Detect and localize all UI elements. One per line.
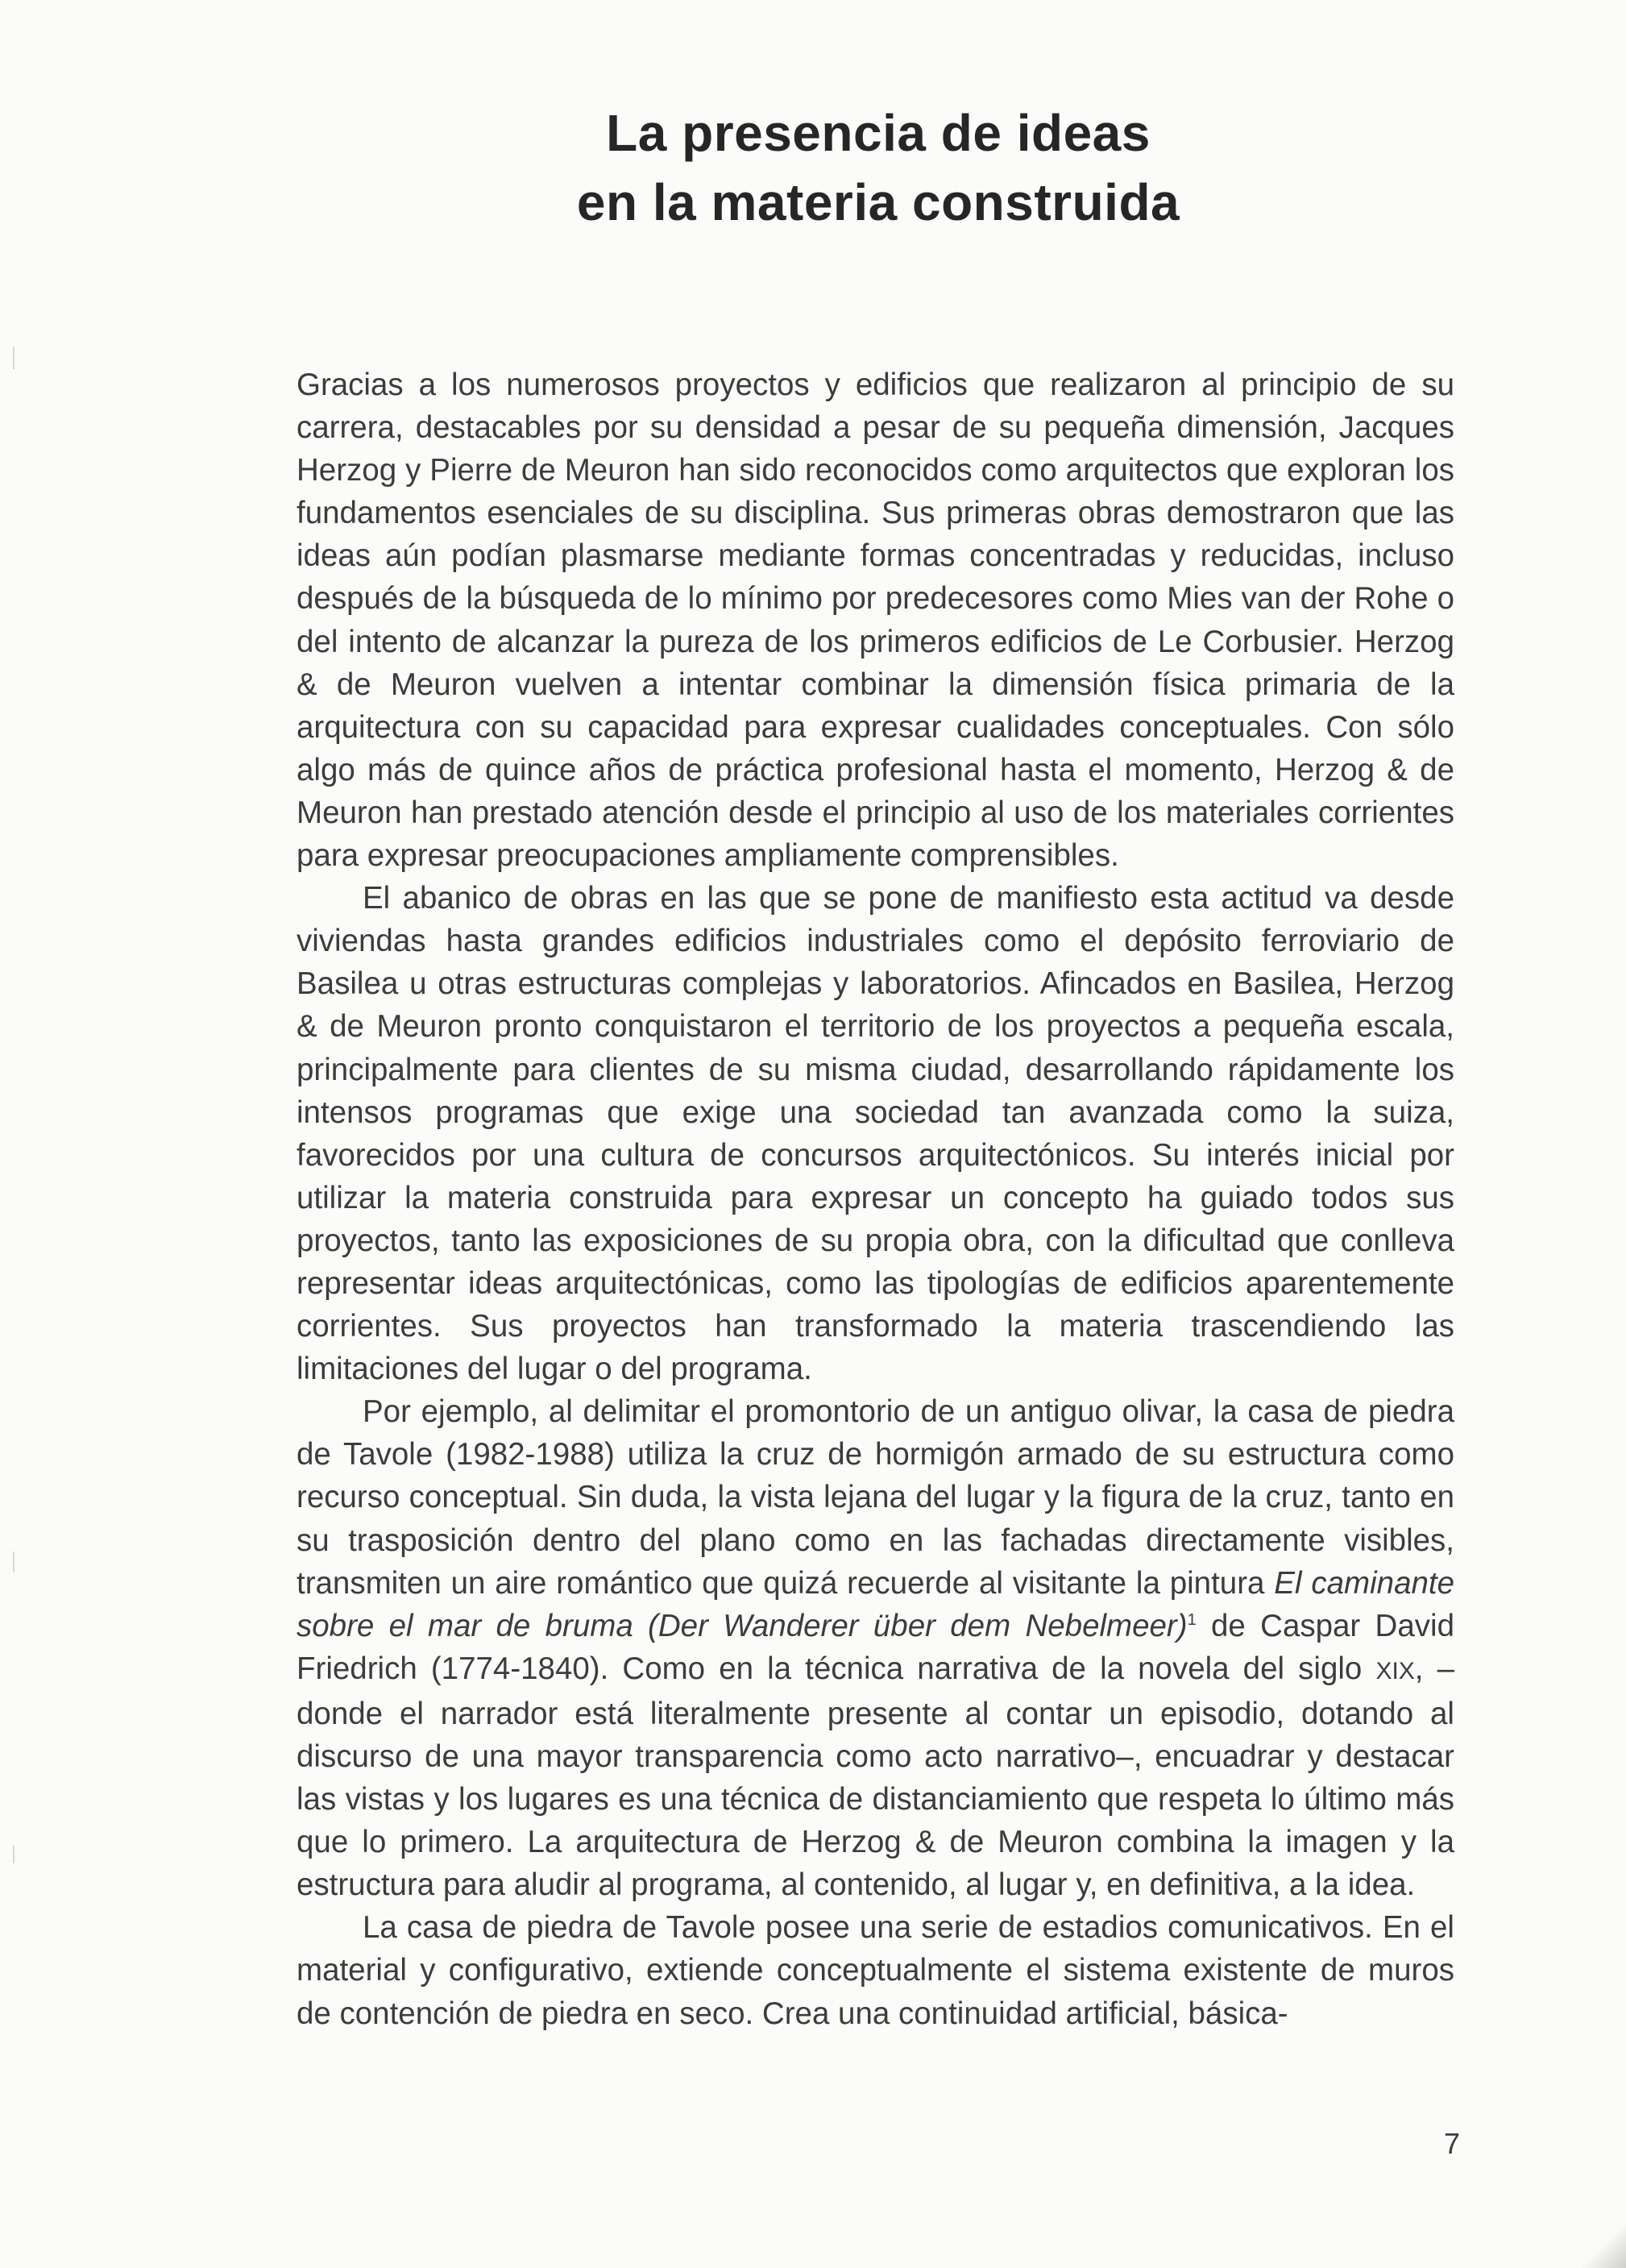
body-text (297, 363, 1454, 2035)
paragraph-3-part-b: de Caspar David Friedrich (1774-1840). Como en la técnica narrativa de la novela del siglo (297, 1608, 1454, 1686)
scan-edge-mark (13, 347, 15, 369)
page-corner-shadow (1578, 2212, 1626, 2268)
title-line-2: en la materia construida (576, 173, 1180, 231)
painting-title: El caminante sobre el mar de bruma (Der Wanderer über dem Nebelmeer) (297, 1565, 1454, 1643)
paragraph-3-part-a: Por ejemplo, al delimitar el promontorio de un antiguo olivar, la casa de piedra de Tavole (1982-1988) utiliza la cruz de hormigón armado de su estructura como recurso conceptual. Sin duda, la vista lejana del lugar y la figura de la cruz, tanto en su trasposición dentro del plano como en las fachadas directamente visibles, transmiten un aire romántico que quizá recuerde al visitante la pintura (297, 1394, 1454, 1601)
paragraph-4: La casa de piedra de Tavole posee una serie de estadios comunicativos. En el material y configurativo, extiende conceptualmente el sistema existente de muros de contención de piedra en seco. Crea una continuidad artificial, básica- (297, 1910, 1454, 2031)
paragraph-3-part-c: , –donde el narrador está literalmente presente al contar un episodio, dotando al discurso de una mayor transparencia como acto narrativo–, encuadrar y destacar las vistas y los lugares es una técnica de distanciamiento que respeta lo último más que lo primero. La arquitectura de Herzog & de Meuron combina la imagen y la estructura para aludir al programa, al contenido, al lugar y, en definitiva, a la idea. (297, 1651, 1455, 1903)
paragraph-1: Gracias a los numerosos proyectos y edificios que realizaron al principio de su carrera, destacables por su densidad a pesar de su pequeña dimensión, Jacques Herzog y Pierre de Meuron han sido reconocidos como arquitectos que exploran los fundamentos esenciales de su disciplina. Sus primeras obras demostraron que las ideas aún podían plasmarse mediante formas concentradas y reducidas, incluso después de la búsqueda de lo mínimo por predecesores como Mies van der Rohe o del intento de alcanzar la pureza de los primeros edificios de Le Corbusier. Herzog & de Meuron vuelven a intentar combinar la dimensión física primaria de la arquitectura con su capacidad para expresar cualidades conceptuales. Con sólo algo más de quince años de práctica profesional hasta el momento, Herzog & de Meuron han prestado atención desde el principio al uso de los materiales corrientes para expresar preocupaciones ampliamente comprensibles. (297, 368, 1454, 874)
scan-edge-mark (13, 1846, 15, 1863)
scan-edge-mark (13, 1551, 15, 1572)
paragraph-3 (297, 1390, 1454, 1906)
century-numeral: XIX (1375, 1657, 1415, 1684)
page-number: 7 (1443, 2127, 1460, 2160)
page-title (298, 98, 1458, 237)
footnote-marker: 1 (1187, 1610, 1197, 1629)
paragraph-2: El abanico de obras en las que se pone de manifiesto esta actitud va desde viviendas hasta grandes edificios industriales como el depósito ferroviario de Basilea u otras estructuras complejas y laboratorios. Afincados en Basilea, Herzog & de Meuron pronto conquistaron el territorio de los proyectos a pequeña escala, principalmente para clientes de su misma ciudad, desarrollando rápidamente los intensos programas que exige una sociedad tan avanzada como la suiza, favorecidos por una cultura de concursos arquitectónicos. Su interés inicial por utilizar la materia construida para expresar un concepto ha guiado todos sus proyectos, tanto las exposiciones de su propia obra, con la dificultad que conlleva representar ideas arquitectónicas, como las tipologías de edificios aparentemente corrientes. Sus proyectos han transformado la materia trascendiendo las limitaciones del lugar o del programa. (297, 881, 1454, 1387)
title-line-1: La presencia de ideas (606, 104, 1151, 162)
